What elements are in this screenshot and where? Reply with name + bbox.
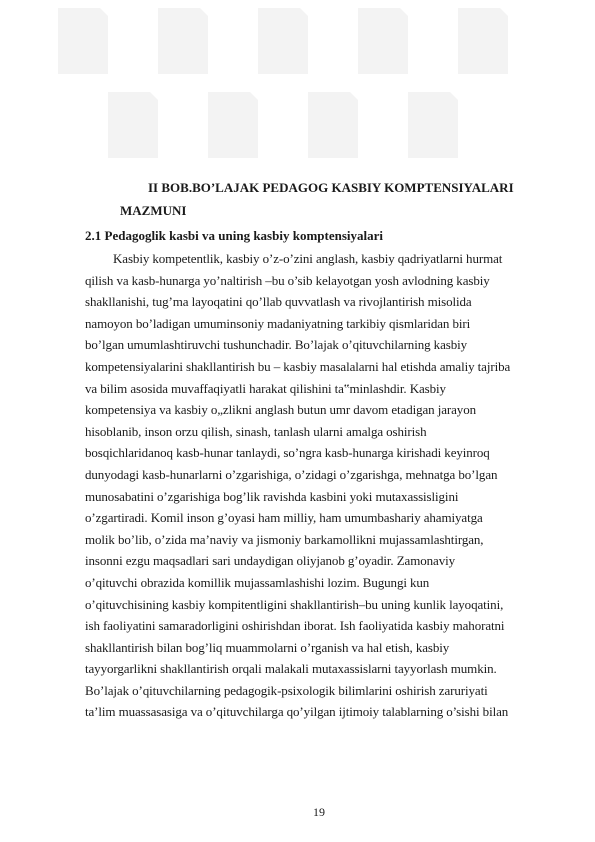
paragraph-line: namoyon bo’ladigan umuminsoniy madaniyatning tarkibiy qismlaridan biri	[85, 315, 471, 331]
body-paragraph	[85, 248, 555, 723]
page-number: 19	[313, 805, 325, 819]
paragraph-line: tayyorgarlikni shakllantirish orqali malakali mutaxassislarni tayyorlash mumkin.	[85, 661, 497, 677]
paragraph-line: molik bo’lib, o’zida ma’naviy va jismoniy barkamollikni mujassamlashtirgan,	[85, 531, 484, 547]
paragraph-line: va bilim asosida muvaffaqiyatli harakat qilishini ta‟minlashdir. Kasbiy	[85, 380, 446, 396]
chapter-title-line-2: MAZMUNI	[120, 203, 187, 218]
paragraph-line: o’qituvchisining kasbiy kompitentligini shakllantirish–bu uning kunlik layoqatini,	[85, 596, 504, 612]
paragraph-line: bo’lgan umumlashtiruvchi tushunchadir. Bo’lajak o’qituvchilarning kasbiy	[85, 337, 468, 353]
paragraph-line: shakllanishi, tug’ma layoqatini qo’llab quvvatlash va rivojlantirish misolida	[85, 294, 472, 310]
paragraph-line: qilish va kasb-hunarga yo’naltirish –bu o’sib kelayotgan yosh avlodning kasbiy	[85, 272, 490, 288]
paragraph-line: hisoblanib, inson orzu qilish, sinash, tanlash ularni amalga oshirish	[85, 423, 427, 439]
chapter-title	[0, 176, 595, 222]
paragraph-line: Bo’lajak o’qituvchilarning pedagogik-psixologik bilimlarini oshirish zaruriyati	[85, 682, 488, 698]
paragraph-line: munosabatini o’zgarishiga bog’lik ravishda kasbini yoki mutaxassisligini	[85, 488, 459, 504]
paragraph-line: shakllantirish bilan bog’liq muammolarni o’rganish va hal etish, kasbiy	[85, 639, 450, 655]
paragraph-line: bosqichlaridanoq kasb-hunar tanlaydi, so’ngra kasb-hunarga kirishadi keyinroq	[85, 445, 490, 461]
section-heading: 2.1 Pedagoglik kasbi va uning kasbiy komptensiyalari	[85, 228, 383, 243]
paragraph-line: Kasbiy kompetentlik, kasbiy o’z-o’zini anglash, kasbiy qadriyatlarni hurmat	[113, 251, 503, 266]
paragraph-line: o’qituvchi obrazida komillik mujassamlashishi lozim. Bugungi kun	[85, 574, 430, 590]
chapter-title-line-1: II BOB.BO’LAJAK PEDAGOG KASBIY KOMPTENSIYALARI	[148, 180, 514, 195]
paragraph-line: ta’lim muassasasiga va o’qituvchilarga qo’yilgan ijtimoiy talablarning o’sishi bilan	[85, 704, 509, 720]
paragraph-line: ish faoliyatini samaradorligini oshirishdan iborat. Ish faoliyatida kasbiy mahoratni	[85, 618, 505, 634]
paragraph-line: insonni ezgu maqsadlari sari undaydigan oliyjanob g’oyadir. Zamonaviy	[85, 553, 456, 569]
paragraph-line: kompetensiya va kasbiy o„zlikni anglash butun umr davom etadigan jarayon	[85, 402, 477, 418]
paragraph-line: dunyodagi kasb-hunarlarni o’zgarishiga, o’zidagi o’zgarishga, mehnatga bo’lgan	[85, 466, 498, 482]
paragraph-line: kompetensiyalarini shakllantirish bu – kasbiy masalalarni hal etishda amaliy tajriba	[85, 358, 511, 374]
paragraph-line: o’zgartiradi. Komil inson g’oyasi ham milliy, ham umumbashariy ahamiyatga	[85, 510, 483, 526]
